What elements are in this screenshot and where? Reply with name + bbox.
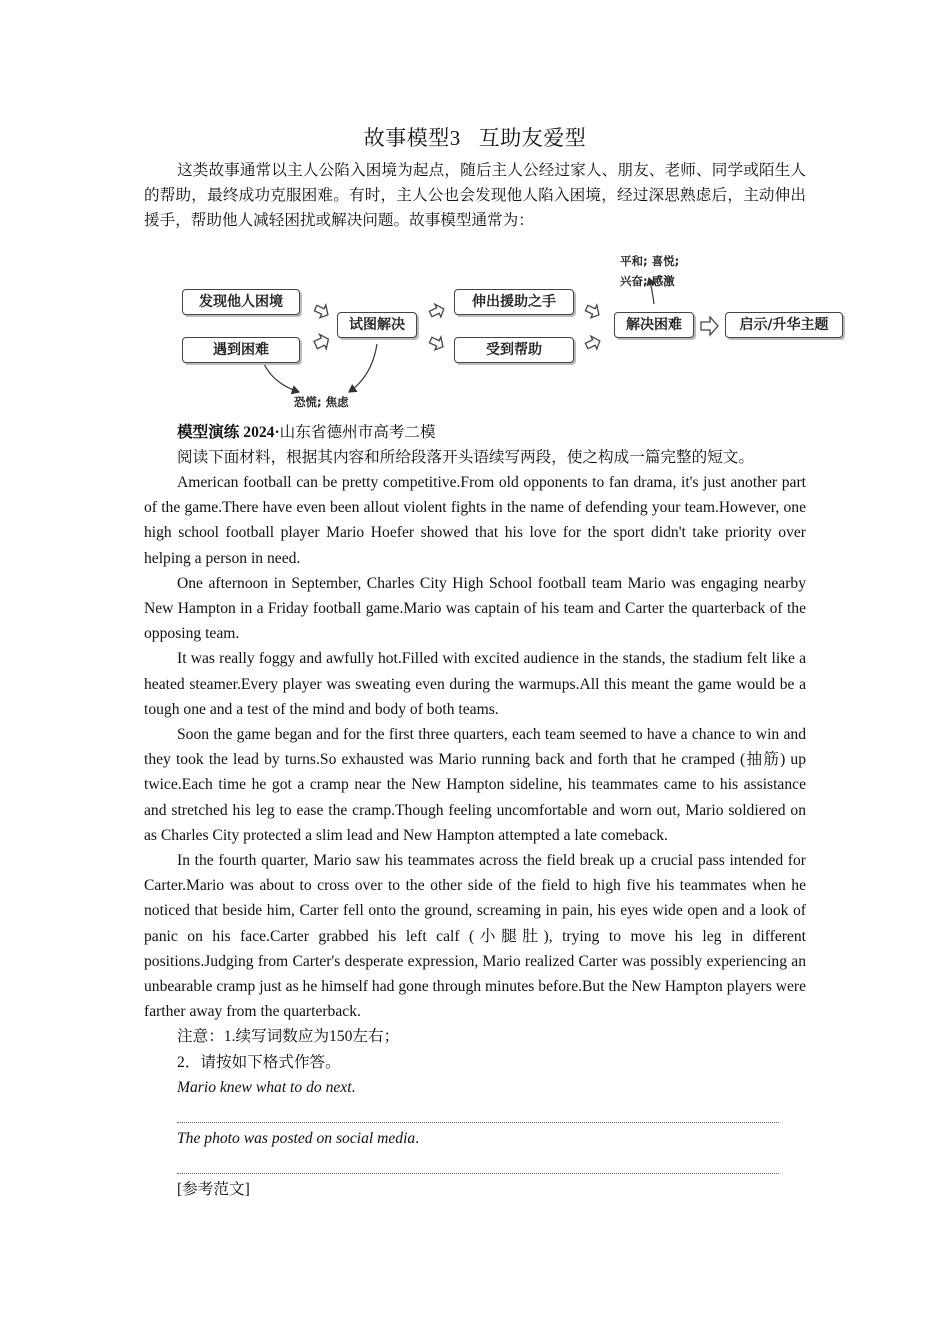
exercise-instruction: 阅读下面材料，根据其内容和所给段落开头语续写两段，使之构成一篇完整的短文。 <box>177 448 754 466</box>
page-title <box>144 122 806 152</box>
passage-paragraph-3: It was really foggy and awfully hot.Filled with excited audience in the stands, the stadium felt like a heated steamer.Every player was sweating even during the warmups.All this meant the game would be a tough one and a test of the mind and body of both teams. <box>144 650 806 718</box>
exercise-heading <box>144 420 806 445</box>
box-find-trouble: 发现他人困境 <box>182 289 300 315</box>
box-theme: 启示/升华主题 <box>725 312 843 338</box>
exercise-source: 山东省德州市高考二模 <box>279 423 436 441</box>
passage-paragraph-2: One afternoon in September, Charles City High School football team Mario was engaging nearby New Hampton in a Friday football game.Mario was captain of his team and Carter the quarterback of the opposing team. <box>144 574 806 643</box>
opening-1-period: . <box>351 1078 356 1096</box>
opening-1-text: Mario knew what to do next <box>177 1078 352 1096</box>
story-model-diagram <box>144 236 844 420</box>
opening-2-text: The photo was posted on social media <box>177 1130 416 1148</box>
arrow-try-to-lend <box>428 301 447 320</box>
arrow-try-to-help <box>428 333 447 352</box>
opening-2-period: . <box>415 1130 420 1148</box>
emotion-top-line1: 平和; 喜悦; <box>620 253 680 268</box>
arrow-meet-to-try <box>312 331 331 351</box>
reference-label: [参考范文] <box>177 1181 250 1199</box>
opening-sentence-1 <box>144 1075 806 1100</box>
box-get-help: 受到帮助 <box>454 337 574 363</box>
note-format: 2．请按如下格式作答。 <box>177 1053 341 1071</box>
title-part2: 互助友爱型 <box>478 126 587 150</box>
arrow-solve-to-theme <box>701 317 718 335</box>
passage-paragraph-4: Soon the game began and for the first three quarters, each team seemed to have a chance to win and they took the lead by turns.So exhausted was Mario running back and forth that he cramped (抽筋) up twice.Each time he got a cramp near the New Hampton sideline, his teammates came to his assistance and stretched his leg to ease the cramp.Though feeling uncomfortable and worn out, Mario soldiered on as Charles City protected a slim lead and New Hampton attempted a late comeback. <box>144 726 806 844</box>
passage-paragraph-5: In the fourth quarter, Mario saw his teammates across the field break up a crucial pass intended for Carter.Mario was about to cross over to the other side of the field to high five his teammates when he noticed that beside him, Carter fell onto the ground, screaming in pain, his eyes wide open and a look of panic on his face.Carter grabbed his left calf (小腿肚), trying to move his leg in different positions.Judging from Carter's desperate expression, Mario realized Carter was possibly experiencing an unbearable cramp just as he himself had gone through minutes before.But the New Hampton players were farther away from the quarterback. <box>144 852 806 1021</box>
answer-line-1 <box>177 1122 779 1123</box>
emotion-bottom: 恐慌; 焦虑 <box>294 394 349 409</box>
opening-sentence-2 <box>144 1126 806 1151</box>
note-word-count: 注意：1.续写词数应为150左右； <box>177 1028 400 1046</box>
intro-paragraph: 这类故事通常以主人公陷入困境为起点，随后主人公经过家人、朋友、老师、同学或陌生人的帮助，最终成功克服困难。有时，主人公也会发现他人陷入困境，经过深思熟虑后，主动伸出援手，帮助他人减轻困扰或解决问题。故事模型通常为： <box>144 162 806 230</box>
box-meet-trouble: 遇到困难 <box>182 337 300 363</box>
document-page <box>144 122 829 1203</box>
exercise-label: 模型演练 2024· <box>177 423 280 441</box>
box-try-solve: 试图解决 <box>337 312 417 338</box>
passage-paragraph-1: American football can be pretty competitive.From old opponents to fan drama, it's just another part of the game.There have even been allout violent fights in the name of defending your team.However, one high school football player Mario Hoefer showed that his love for the sport didn't take priority over helping a person in need. <box>144 474 806 567</box>
answer-line-2 <box>177 1173 779 1174</box>
title-part1: 故事模型3 <box>363 126 461 150</box>
box-solve: 解决困难 <box>614 312 694 338</box>
arrow-find-to-try <box>313 301 332 320</box>
arrow-help-to-solve <box>584 333 603 352</box>
arrow-lend-to-solve <box>584 301 603 320</box>
box-lend-hand: 伸出援助之手 <box>454 289 574 315</box>
emotion-top-line2: 兴奋; 感激 <box>620 273 675 288</box>
